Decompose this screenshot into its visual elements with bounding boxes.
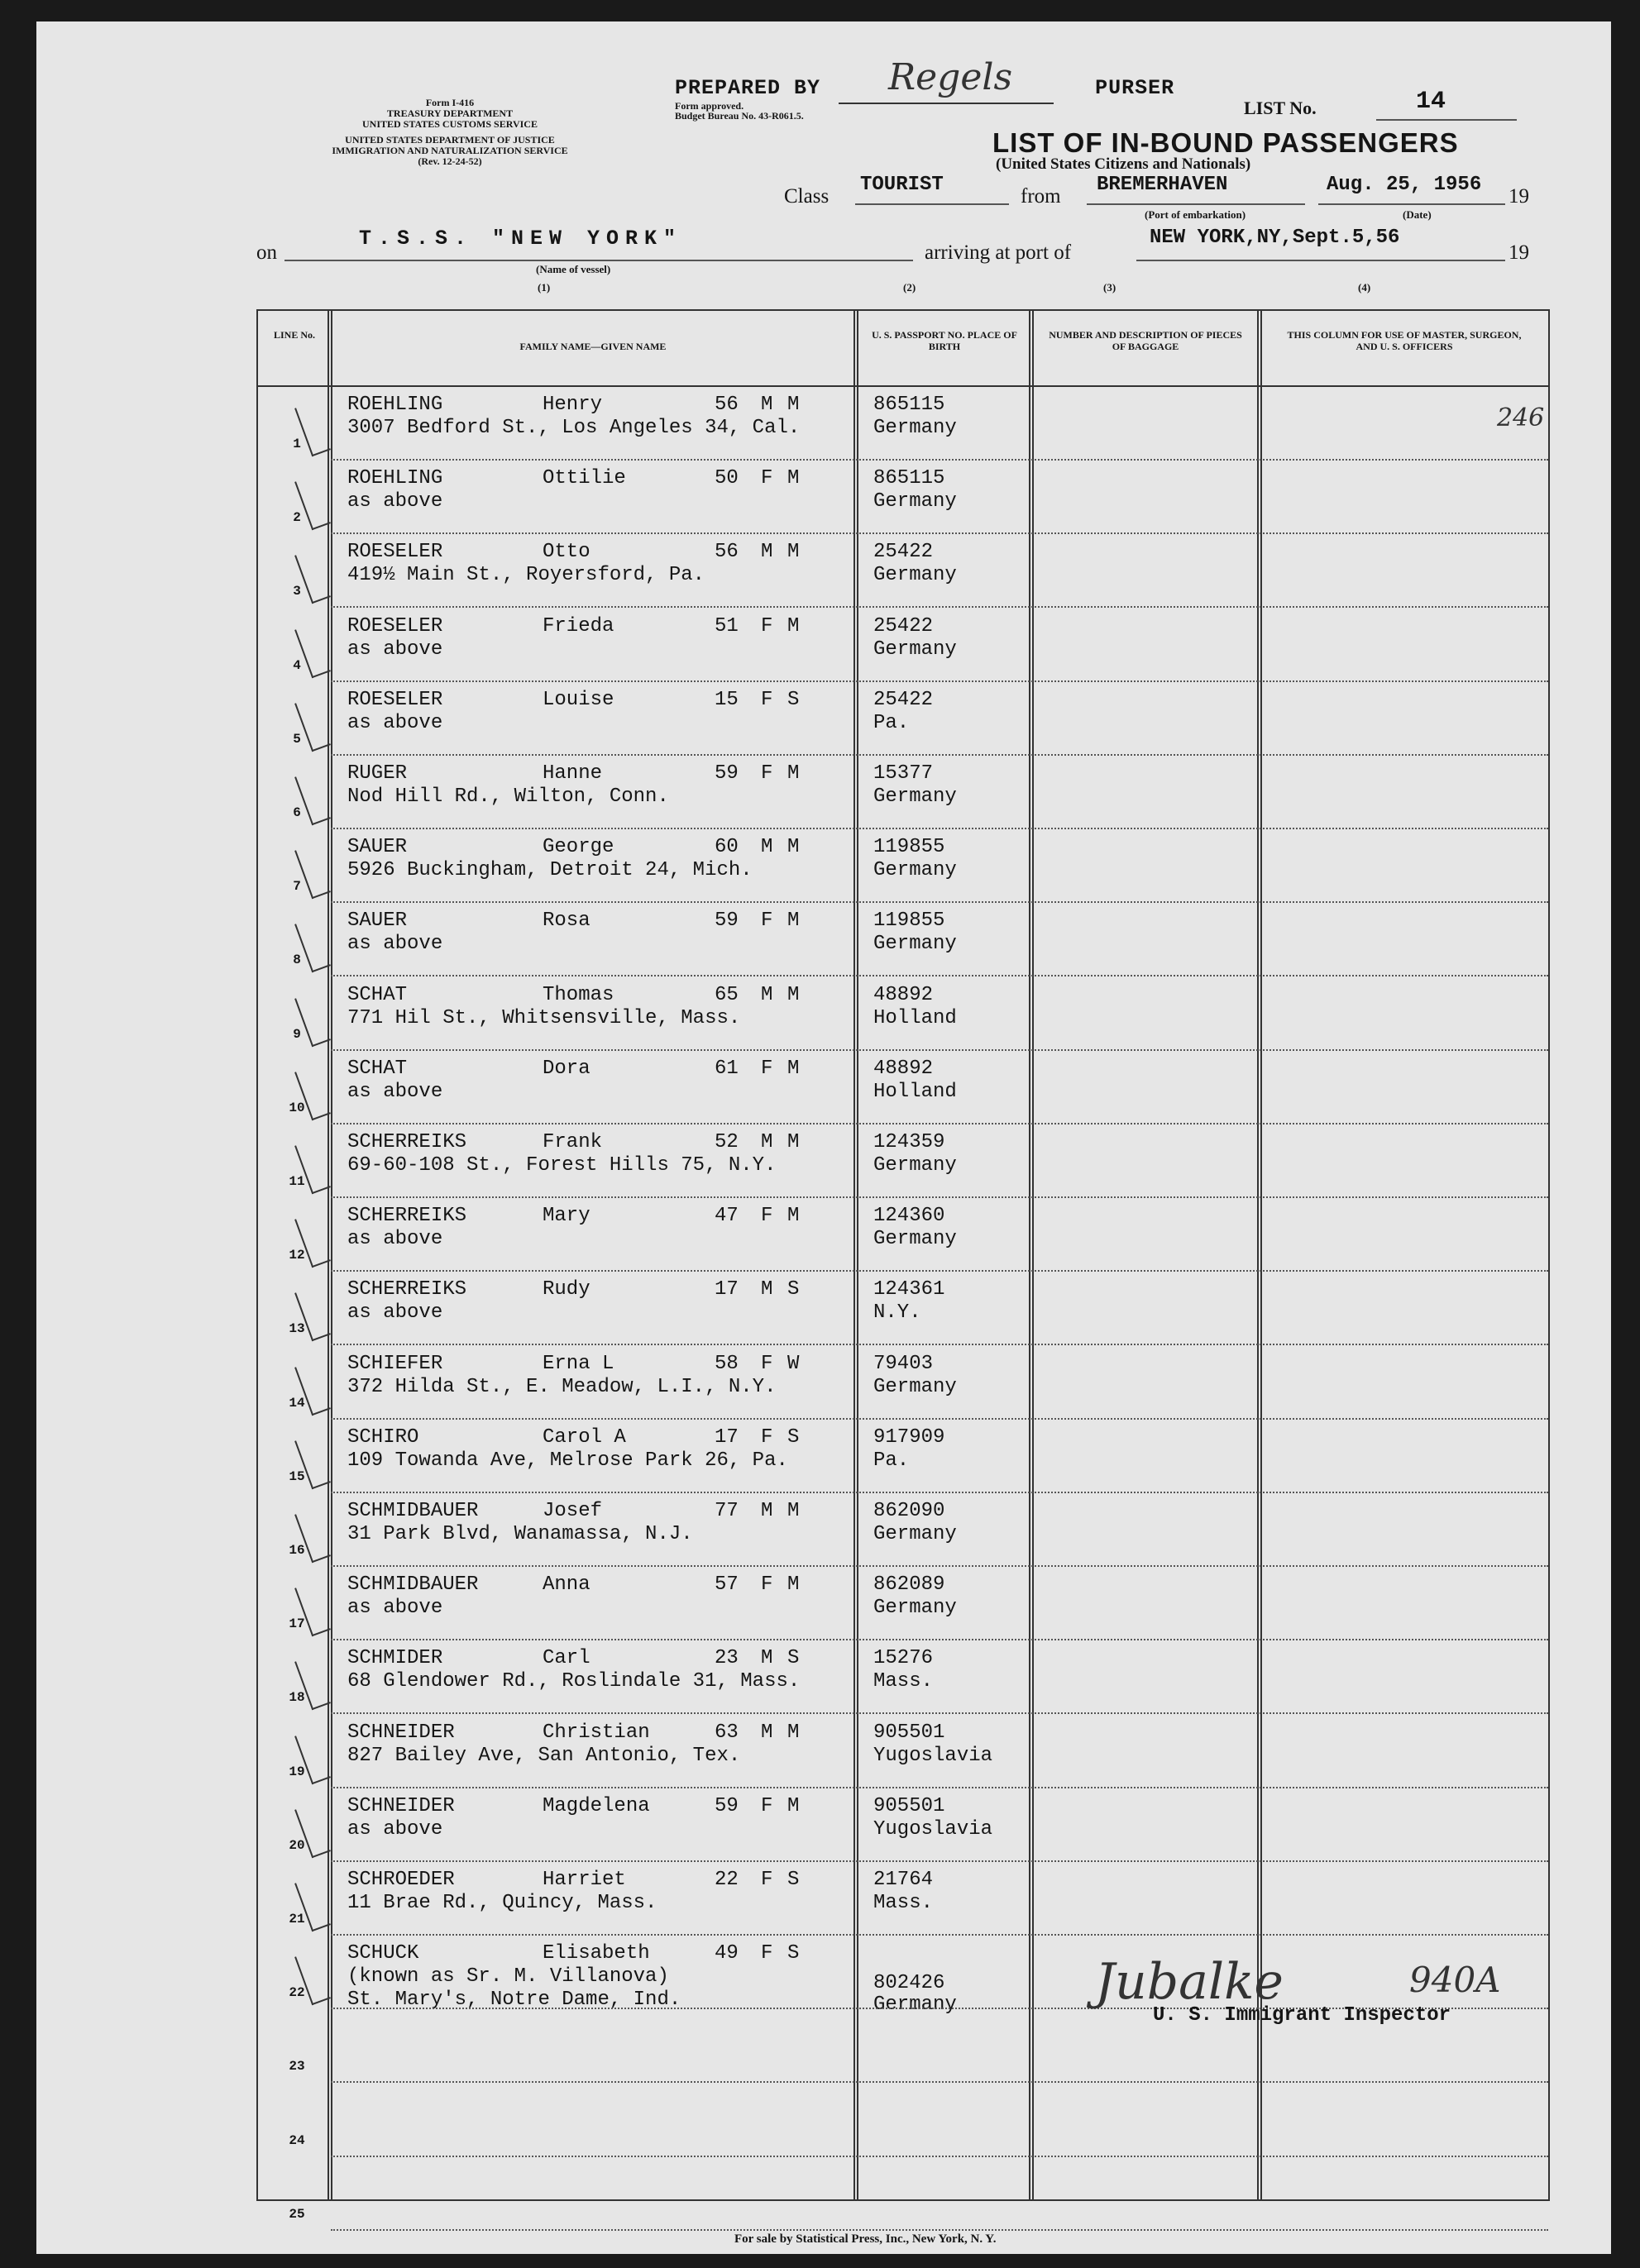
marital-status: S: [787, 1647, 800, 1670]
birthplace: Germany: [873, 490, 957, 513]
header-line-no: LINE No.: [273, 329, 315, 341]
sex: M: [761, 1721, 773, 1744]
address: 5926 Buckingham, Detroit 24, Mich.: [347, 859, 753, 882]
sex: M: [761, 1278, 773, 1301]
table-row: [258, 2084, 1548, 2157]
family-name: SCHMIDER: [347, 1647, 443, 1670]
sex: F: [761, 1205, 773, 1228]
list-no-label: LIST No.: [1244, 98, 1317, 118]
address: 827 Bailey Ave, San Antonio, Tex.: [347, 1744, 741, 1767]
sex: M: [761, 1500, 773, 1522]
passport-number: 21764: [873, 1869, 934, 1891]
sex: F: [761, 467, 773, 490]
passenger-table: [256, 309, 1550, 2222]
document-title: LIST OF IN-BOUND PASSENGERS: [992, 127, 1459, 158]
passport-number: 79403: [873, 1352, 934, 1375]
given-name: Magdelena: [543, 1794, 650, 1817]
passport-number: 119855: [873, 910, 945, 933]
passport-number: 917909: [873, 1425, 945, 1449]
family-name: SCHERREIKS: [347, 1278, 467, 1301]
table-row: [258, 534, 1548, 608]
sex: M: [761, 1131, 773, 1153]
birthplace: Mass.: [873, 1670, 934, 1693]
passport-number: 124360: [873, 1205, 945, 1228]
arriving-label: arriving at port of: [925, 241, 1072, 264]
marital-status: M: [787, 1721, 800, 1744]
age: 52: [715, 1131, 739, 1153]
family-name: SCHERREIKS: [347, 1205, 467, 1228]
table-row: [258, 461, 1548, 534]
embarkation-date: Aug. 25, 1956: [1327, 174, 1482, 196]
given-name: George: [543, 836, 614, 859]
arrival-underline: [1136, 260, 1505, 261]
approval-line: Form approved.: [675, 100, 744, 112]
address: as above: [347, 933, 443, 956]
year-suffix: 19: [1509, 185, 1529, 208]
marital-status: M: [787, 762, 800, 785]
marital-status: M: [787, 1573, 800, 1597]
passport-number: 862090: [873, 1500, 945, 1522]
birthplace: Germany: [873, 859, 957, 882]
given-name: Dora: [543, 1057, 590, 1080]
family-name: SAUER: [347, 910, 408, 933]
birthplace: Yugoslavia: [873, 1744, 993, 1767]
given-name: Erna L: [543, 1352, 614, 1375]
table-row: [258, 903, 1548, 976]
given-name: Carl: [543, 1647, 590, 1670]
age: 65: [715, 983, 739, 1006]
header-name: FAMILY NAME—GIVEN NAME: [519, 341, 667, 352]
table-row: [258, 609, 1548, 682]
given-name: Christian: [543, 1721, 650, 1744]
birthplace: Germany: [873, 1993, 957, 2017]
birthplace: Pa.: [873, 711, 910, 734]
table-row: [258, 682, 1548, 756]
age: 50: [715, 467, 739, 490]
approval-note: [675, 101, 804, 121]
sex: F: [761, 1794, 773, 1817]
address: as above: [347, 1597, 443, 1620]
header-officers: THIS COLUMN FOR USE OF MASTER, SURGEON, AND U. S. OFFICERS: [1287, 329, 1522, 352]
date-underline: [1318, 203, 1505, 205]
birthplace: Germany: [873, 1523, 957, 1545]
list-no-value: 14: [1416, 88, 1446, 116]
family-name: ROEHLING: [347, 467, 443, 490]
table-row: [258, 1567, 1548, 1640]
form-line: (Rev. 12-24-52): [418, 155, 482, 167]
from-label: from: [1021, 185, 1061, 208]
line-number: 21: [289, 1912, 305, 1927]
birthplace: Germany: [873, 1228, 957, 1251]
table-row: [258, 1788, 1548, 1862]
inspector-title: U. S. Immigrant Inspector: [1153, 2004, 1451, 2027]
address: 11 Brae Rd., Quincy, Mass.: [347, 1892, 657, 1914]
given-name: Harriet: [543, 1869, 626, 1891]
form-line: IMMIGRATION AND NATURALIZATION SERVICE: [332, 145, 568, 156]
form-identification: [260, 98, 640, 167]
family-name: SCHNEIDER: [347, 1794, 455, 1817]
passport-number: 15377: [873, 762, 934, 785]
line-number: 2: [293, 510, 301, 526]
marital-status: M: [787, 614, 800, 637]
column-number: (2): [903, 281, 916, 294]
birthplace: Holland: [873, 1006, 957, 1029]
passport-number: 48892: [873, 983, 934, 1006]
marital-status: S: [787, 1425, 800, 1449]
age: 56: [715, 541, 739, 564]
sex: M: [761, 1647, 773, 1670]
purser-label: PURSER: [1095, 76, 1175, 100]
table-row: [258, 1051, 1548, 1124]
line-number: 7: [293, 879, 301, 895]
sex: F: [761, 1869, 773, 1891]
table-row: [258, 977, 1548, 1051]
header-baggage: NUMBER AND DESCRIPTION OF PIECES OF BAGGAGE: [1049, 329, 1242, 352]
address: 69-60-108 St., Forest Hills 75, N.Y.: [347, 1154, 777, 1177]
address: 771 Hil St., Whitsensville, Mass.: [347, 1006, 741, 1029]
address: as above: [347, 1301, 443, 1325]
given-name: Josef: [543, 1500, 603, 1522]
birthplace: Germany: [873, 564, 957, 587]
address: 31 Park Blvd, Wanamassa, N.J.: [347, 1523, 693, 1545]
birthplace: Germany: [873, 785, 957, 808]
passport-number: 25422: [873, 688, 934, 711]
line-number: 25: [289, 2206, 305, 2222]
given-name: Henry: [543, 394, 603, 416]
birthplace: Germany: [873, 1154, 957, 1177]
age: 22: [715, 1869, 739, 1891]
table-row: [258, 1124, 1548, 1198]
vessel-caption: (Name of vessel): [536, 263, 611, 275]
document-subtitle: (United States Citizens and Nationals): [996, 155, 1251, 173]
passport-number: 25422: [873, 541, 934, 564]
sex: F: [761, 762, 773, 785]
family-name: ROESELER: [347, 688, 443, 711]
table-row: [258, 1346, 1548, 1420]
age: 56: [715, 394, 739, 416]
age: 59: [715, 910, 739, 933]
marital-status: S: [787, 688, 800, 711]
address: as above: [347, 1228, 443, 1251]
line-number: 15: [289, 1468, 305, 1484]
address: Nod Hill Rd., Wilton, Conn.: [347, 785, 669, 808]
given-name: Ottilie: [543, 467, 626, 490]
marital-status: M: [787, 910, 800, 933]
sex: F: [761, 1352, 773, 1375]
address: as above: [347, 637, 443, 661]
sex: F: [761, 688, 773, 711]
given-name: Carol A: [543, 1425, 626, 1449]
officer-number: 246: [1497, 403, 1545, 432]
marital-status: M: [787, 394, 800, 416]
column-number: (3): [1103, 281, 1116, 294]
class-label: Class: [784, 185, 830, 208]
age: 15: [715, 688, 739, 711]
date-caption: (Date): [1403, 208, 1432, 221]
sex: F: [761, 1942, 773, 1965]
table-row: [258, 1862, 1548, 1936]
birthplace: Germany: [873, 1375, 957, 1398]
line-number: 6: [293, 805, 301, 820]
prepared-by-name: Regels: [888, 56, 1013, 98]
line-number: 12: [289, 1248, 305, 1263]
address: 68 Glendower Rd., Roslindale 31, Mass.: [347, 1670, 801, 1693]
address: 109 Towanda Ave, Melrose Park 26, Pa.: [347, 1449, 788, 1472]
line-number: 10: [289, 1100, 305, 1115]
address: (known as Sr. M. Villanova): [347, 1965, 669, 1989]
birthplace: N.Y.: [873, 1301, 921, 1325]
passport-number: 15276: [873, 1647, 934, 1670]
sex: F: [761, 910, 773, 933]
address: as above: [347, 1817, 443, 1841]
table-row: [258, 1198, 1548, 1272]
table-row: [258, 387, 1548, 461]
passport-number: 865115: [873, 467, 945, 490]
sex: M: [761, 983, 773, 1006]
age: 59: [715, 762, 739, 785]
form-line: UNITED STATES CUSTOMS SERVICE: [362, 118, 538, 130]
inspector-number: 940A: [1409, 1960, 1501, 2000]
birthplace: Pa.: [873, 1449, 910, 1472]
given-name: Frieda: [543, 614, 614, 637]
family-name: SCHUCK: [347, 1942, 419, 1965]
line-number: 23: [289, 2059, 305, 2075]
embarkation-caption: (Port of embarkation): [1145, 208, 1246, 221]
year-suffix: 19: [1509, 241, 1529, 264]
marital-status: M: [787, 1131, 800, 1153]
given-name: Rosa: [543, 910, 590, 933]
marital-status: S: [787, 1942, 800, 1965]
birthplace: Germany: [873, 933, 957, 956]
marital-status: M: [787, 1205, 800, 1228]
family-name: SCHNEIDER: [347, 1721, 455, 1744]
passport-number: 865115: [873, 394, 945, 416]
approval-line: Budget Bureau No. 43-R061.5.: [675, 110, 804, 122]
age: 17: [715, 1425, 739, 1449]
age: 51: [715, 614, 739, 637]
prepared-by-underline: [839, 103, 1054, 104]
line-number: 5: [293, 731, 301, 747]
age: 63: [715, 1721, 739, 1744]
address-line-2: St. Mary's, Notre Dame, Ind.: [347, 1989, 681, 2012]
embarkation-port: BREMERHAVEN: [1097, 174, 1228, 196]
line-number: 18: [289, 1690, 305, 1706]
family-name: SCHAT: [347, 983, 408, 1006]
family-name: SCHMIDBAUER: [347, 1500, 479, 1522]
passport-number: 48892: [873, 1057, 934, 1080]
line-number: 19: [289, 1764, 305, 1779]
address: as above: [347, 490, 443, 513]
table-row: [258, 1493, 1548, 1567]
family-name: SAUER: [347, 836, 408, 859]
given-name: Elisabeth: [543, 1942, 650, 1965]
line-number: 20: [289, 1837, 305, 1853]
address: 372 Hilda St., E. Meadow, L.I., N.Y.: [347, 1375, 777, 1398]
marital-status: M: [787, 1500, 800, 1522]
marital-status: M: [787, 1057, 800, 1080]
line-number: 17: [289, 1616, 305, 1632]
sex: M: [761, 394, 773, 416]
address: as above: [347, 1080, 443, 1103]
marital-status: S: [787, 1869, 800, 1891]
column-number: (4): [1358, 281, 1371, 294]
table-row: [258, 829, 1548, 903]
age: 49: [715, 1942, 739, 1965]
given-name: Louise: [543, 688, 614, 711]
sex: F: [761, 1057, 773, 1080]
age: 59: [715, 1794, 739, 1817]
birthplace: Germany: [873, 1597, 957, 1620]
line-number: 11: [289, 1174, 305, 1189]
birthplace: Germany: [873, 637, 957, 661]
line-number: 22: [289, 1985, 305, 2001]
list-no-underline: [1376, 119, 1517, 121]
given-name: Hanne: [543, 762, 603, 785]
marital-status: S: [787, 1278, 800, 1301]
passport-number: 124359: [873, 1131, 945, 1153]
class-value: TOURIST: [860, 174, 944, 196]
marital-status: M: [787, 983, 800, 1006]
sex: F: [761, 1573, 773, 1597]
arrival-port-date: NEW YORK,NY,Sept.5,56: [1150, 227, 1400, 249]
embarkation-underline: [1087, 203, 1305, 205]
line-number: 13: [289, 1321, 305, 1337]
birthplace: Yugoslavia: [873, 1817, 993, 1841]
given-name: Thomas: [543, 983, 614, 1006]
family-name: ROESELER: [347, 541, 443, 564]
marital-status: M: [787, 836, 800, 859]
line-number: 16: [289, 1543, 305, 1558]
table-row: [258, 1272, 1548, 1345]
family-name: SCHERREIKS: [347, 1131, 467, 1153]
age: 17: [715, 1278, 739, 1301]
family-name: SCHMIDBAUER: [347, 1573, 479, 1597]
age: 47: [715, 1205, 739, 1228]
line-number: 9: [293, 1026, 301, 1042]
form-line: Form I-416: [425, 97, 475, 108]
age: 58: [715, 1352, 739, 1375]
marital-status: M: [787, 467, 800, 490]
sex: F: [761, 614, 773, 637]
header-passport: U. S. PASSPORT NO. PLACE OF BIRTH: [872, 329, 1017, 352]
family-name: SCHIRO: [347, 1425, 419, 1449]
given-name: Anna: [543, 1573, 590, 1597]
age: 60: [715, 836, 739, 859]
row-rule: [331, 2229, 1548, 2231]
family-name: RUGER: [347, 762, 408, 785]
given-name: Otto: [543, 541, 590, 564]
line-number: 3: [293, 584, 301, 599]
address: 419½ Main St., Royersford, Pa.: [347, 564, 705, 587]
birthplace: Germany: [873, 417, 957, 439]
age: 77: [715, 1500, 739, 1522]
form-line: TREASURY DEPARTMENT: [386, 107, 514, 119]
passport-number: 802426: [873, 1972, 945, 1995]
address: 3007 Bedford St., Los Angeles 34, Cal.: [347, 417, 801, 439]
passport-number: 862089: [873, 1573, 945, 1597]
sex: F: [761, 1425, 773, 1449]
sex: M: [761, 541, 773, 564]
age: 23: [715, 1647, 739, 1670]
table-row: [258, 756, 1548, 829]
birthplace: Holland: [873, 1080, 957, 1103]
line-number: 1: [293, 437, 301, 451]
line-number: 4: [293, 657, 301, 673]
passport-number: 905501: [873, 1794, 945, 1817]
column-number: (1): [538, 281, 551, 294]
marital-status: M: [787, 1794, 800, 1817]
table-row: [258, 1715, 1548, 1788]
on-label: on: [256, 241, 277, 264]
inspector-signature: Jubalke: [1095, 1953, 1284, 2011]
passport-number: 25422: [873, 614, 934, 637]
form-line: UNITED STATES DEPARTMENT OF JUSTICE: [345, 134, 555, 146]
age: 57: [715, 1573, 739, 1597]
given-name: Frank: [543, 1131, 603, 1153]
sex: M: [761, 836, 773, 859]
family-name: SCHAT: [347, 1057, 408, 1080]
table-row: [258, 1420, 1548, 1493]
family-name: ROEHLING: [347, 394, 443, 416]
printer-footer: For sale by Statistical Press, Inc., New York, N. Y.: [734, 2232, 997, 2246]
family-name: ROESELER: [347, 614, 443, 637]
given-name: Rudy: [543, 1278, 590, 1301]
passport-number: 905501: [873, 1721, 945, 1744]
line-number: 8: [293, 953, 301, 968]
given-name: Mary: [543, 1205, 590, 1228]
vessel-underline: [284, 260, 913, 261]
passport-number: 119855: [873, 836, 945, 859]
address: as above: [347, 711, 443, 734]
passenger-list-document: [36, 21, 1611, 2254]
line-number: 24: [289, 2132, 305, 2148]
age: 61: [715, 1057, 739, 1080]
class-underline: [855, 203, 1009, 205]
line-number: 14: [289, 1395, 305, 1411]
table-row: [258, 2157, 1548, 2231]
prepared-by-label: PREPARED BY: [675, 76, 821, 100]
vessel-name: T.S.S. "NEW YORK": [359, 227, 683, 251]
table-row: [258, 1640, 1548, 1714]
family-name: SCHIEFER: [347, 1352, 443, 1375]
passport-number: 124361: [873, 1278, 945, 1301]
marital-status: M: [787, 541, 800, 564]
birthplace: Mass.: [873, 1892, 934, 1914]
marital-status: W: [787, 1352, 800, 1375]
family-name: SCHROEDER: [347, 1869, 455, 1891]
